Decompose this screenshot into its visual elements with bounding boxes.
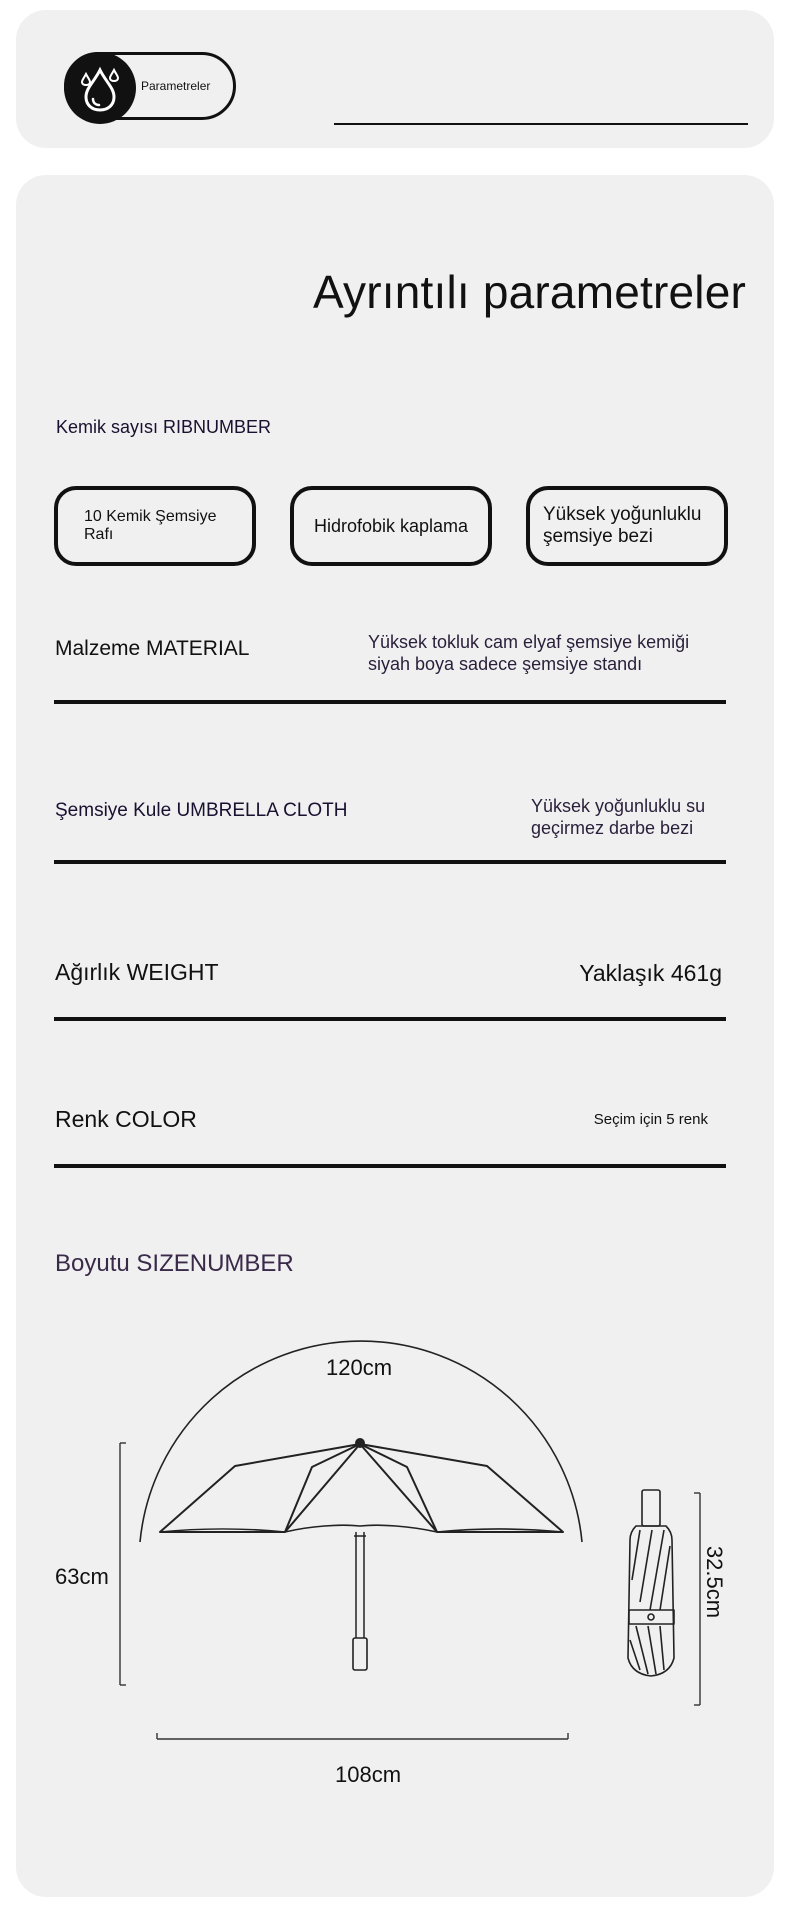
- cloth-value: [531, 796, 705, 839]
- material-label: Malzeme MATERIAL: [55, 637, 250, 660]
- feature-badge-ribs: [54, 486, 256, 566]
- size-label: Boyutu SIZENUMBER: [55, 1250, 294, 1277]
- feature-badge-hydrophobic-line1: Hidrofobik kaplama: [313, 515, 469, 536]
- material-value: [368, 632, 689, 675]
- parameters-pill-label: Parametreler: [141, 79, 211, 93]
- folded-length-bracket: [694, 1493, 700, 1705]
- weight-divider: [54, 1017, 726, 1021]
- rib-number-label: Kemik sayısı RIBNUMBER: [56, 417, 272, 437]
- color-label: Renk COLOR: [55, 1106, 197, 1132]
- dim-span-width: 108cm: [335, 1762, 402, 1787]
- material-value-line2: siyah boya sadece şemsiye standı: [368, 653, 643, 674]
- feature-badge-hydrophobic: [290, 486, 492, 566]
- page-title: Ayrıntılı parametreler: [312, 266, 746, 318]
- feature-badge-fabric: [526, 486, 728, 566]
- feature-badge-ribs-line1: 10 Kemik Şemsiye: [84, 507, 217, 525]
- color-divider: [54, 1164, 726, 1168]
- folded-umbrella-icon: [628, 1490, 674, 1676]
- color-value: Seçim için 5 renk: [593, 1111, 708, 1128]
- cloth-value-line2: geçirmez darbe bezi: [531, 817, 694, 838]
- dim-height: 63cm: [55, 1564, 109, 1589]
- span-bracket: [157, 1733, 568, 1739]
- cloth-divider: [54, 860, 726, 864]
- material-value-line1: Yüksek tokluk cam elyaf şemsiye kemiği: [368, 632, 690, 652]
- open-umbrella-icon: [160, 1439, 563, 1670]
- header-card: [16, 10, 774, 148]
- material-divider: [54, 700, 726, 704]
- umbrella-size-diagram: [0, 1340, 790, 1800]
- parameters-pill: [64, 52, 236, 120]
- dim-folded-wrap: [702, 1545, 727, 1619]
- cloth-label: Şemsiye Kule UMBRELLA CLOTH: [55, 800, 348, 821]
- water-drop-icon: [64, 52, 136, 124]
- height-bracket: [120, 1443, 126, 1685]
- dim-folded-length: 32.5cm: [702, 1545, 727, 1619]
- weight-value: Yaklaşık 461g: [579, 960, 722, 986]
- feature-badge-fabric-line2: şemsiye bezi: [543, 526, 653, 547]
- weight-label: Ağırlık WEIGHT: [55, 959, 219, 985]
- header-divider: [334, 123, 748, 125]
- dim-width-arc: 120cm: [326, 1355, 393, 1380]
- cloth-value-line1: Yüksek yoğunluklu su: [531, 796, 706, 816]
- feature-badge-fabric-line1: Yüksek yoğunluklu: [543, 504, 702, 526]
- feature-badge-ribs-line2: Rafı: [84, 526, 114, 543]
